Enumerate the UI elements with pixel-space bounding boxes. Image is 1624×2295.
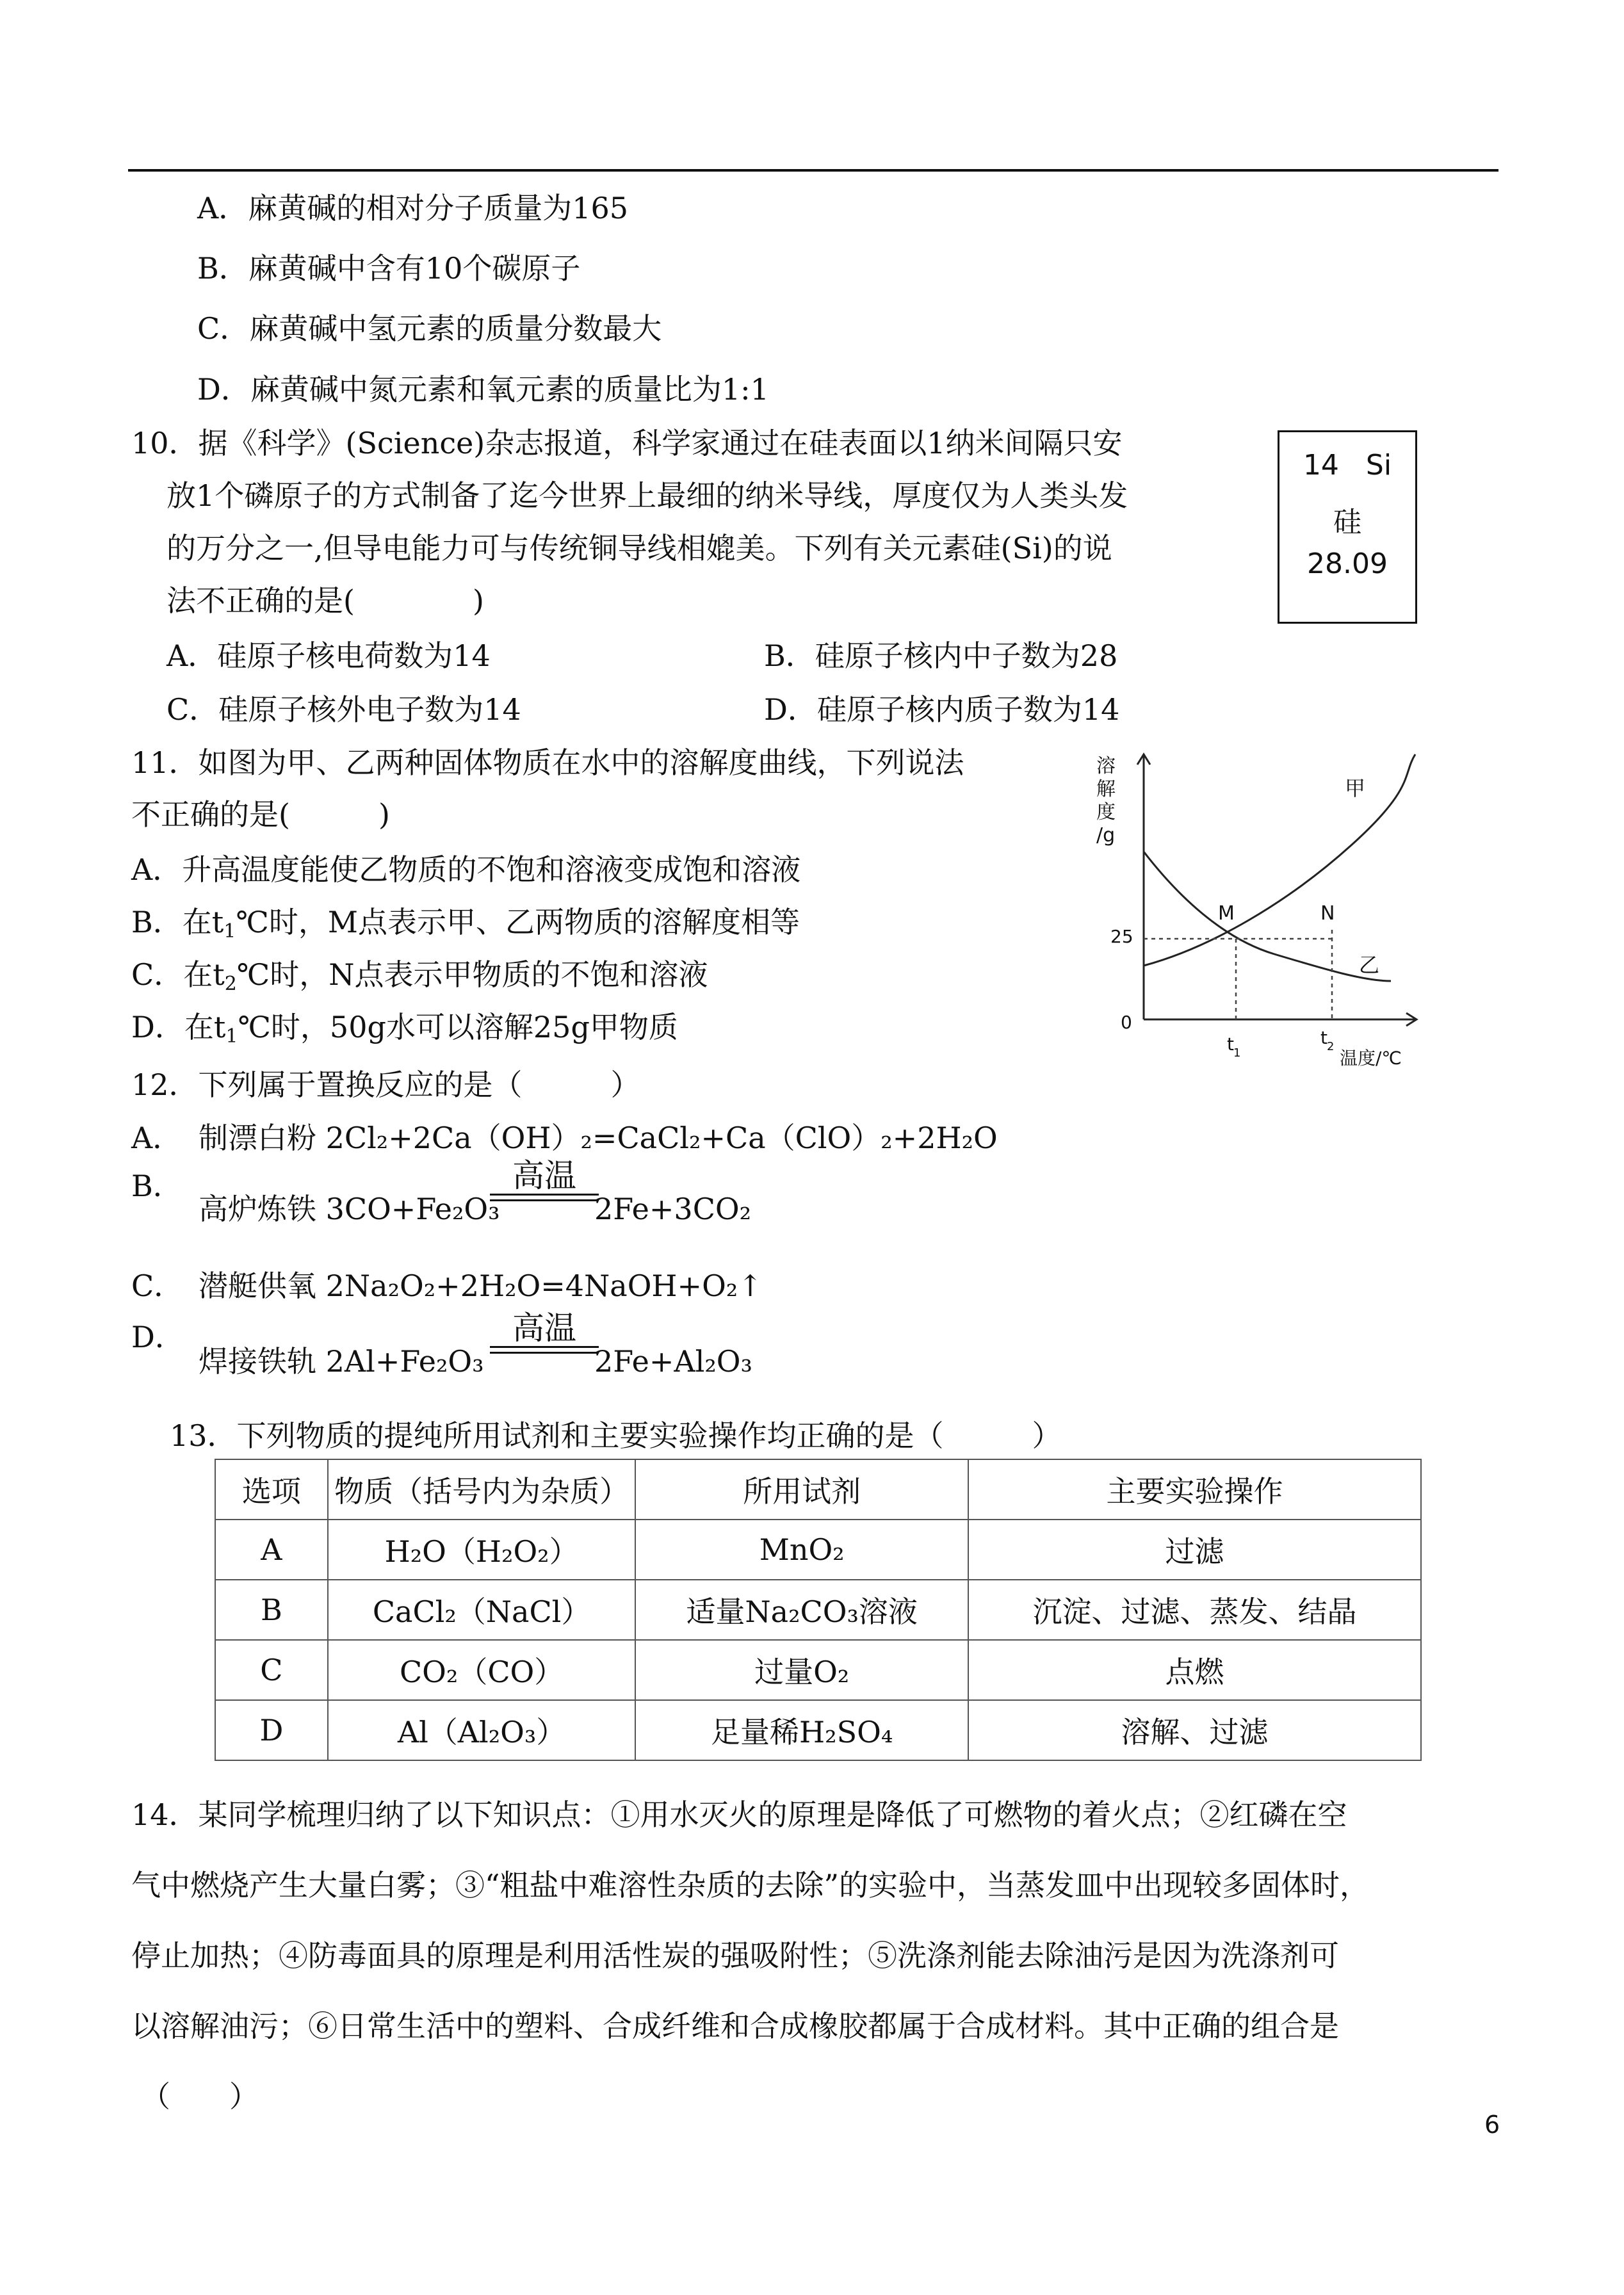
q12-option-d-label: D． bbox=[131, 1320, 184, 1354]
table-row bbox=[215, 1640, 1421, 1700]
q9-option-c: C．麻黄碱中氢元素的质量分数最大 bbox=[197, 311, 662, 346]
q13-table bbox=[215, 1459, 1422, 1761]
q12-option-b-right: 2Fe+3CO₂ bbox=[594, 1192, 752, 1226]
q14-line1: 14．某同学梳理归纳了以下知识点：①用水灭火的原理是降低了可燃物的着火点；②红磷在空 bbox=[131, 1797, 1347, 1832]
table-cell: 沉淀、过滤、蒸发、结晶 bbox=[968, 1580, 1421, 1640]
q12-option-d-left: 焊接铁轨 2Al+Fe₂O₃ bbox=[199, 1344, 484, 1379]
table-cell: 足量稀H₂SO₄ bbox=[635, 1700, 968, 1760]
q11-option-a: A．升高温度能使乙物质的不饱和溶液变成饱和溶液 bbox=[131, 852, 801, 887]
q11-option-c-post: ℃时，N点表示甲物质的不饱和溶液 bbox=[236, 957, 708, 992]
table-cell: 点燃 bbox=[968, 1640, 1421, 1700]
element-mass: 28.09 bbox=[1307, 547, 1388, 580]
q14-line2: 气中燃烧产生大量白雾；③“粗盐中难溶性杂质的去除”的实验中，当蒸发皿中出现较多固体时， bbox=[131, 1868, 1370, 1902]
q14-line4: 以溶解油污；⑥日常生活中的塑料、合成纤维和合成橡胶都属于合成材料。其中正确的组合是 bbox=[131, 2009, 1339, 2043]
table-cell: CO₂（CO） bbox=[328, 1640, 636, 1700]
y-axis-label-3: 度 bbox=[1096, 801, 1116, 823]
q11-option-b bbox=[131, 904, 800, 943]
q11-stem-line1: 11．如图为甲、乙两种固体物质在水中的溶解度曲线，下列说法 bbox=[131, 745, 964, 780]
table-header-cell: 选项 bbox=[215, 1459, 328, 1520]
q12-option-a-label: A． bbox=[131, 1121, 183, 1155]
x-tick-t2: t bbox=[1320, 1027, 1328, 1048]
x-axis-label: 温度/℃ bbox=[1340, 1048, 1402, 1069]
q12-d-equals-bar bbox=[490, 1346, 599, 1354]
element-name: 硅 bbox=[1333, 506, 1361, 539]
q12-b-condition-text: 高温 bbox=[512, 1157, 576, 1194]
element-symbol: Si bbox=[1365, 449, 1392, 482]
q10-option-b: B．硅原子核内中子数为28 bbox=[764, 638, 1118, 673]
q11-option-c bbox=[131, 957, 708, 993]
table-cell: B bbox=[215, 1580, 328, 1640]
table-cell: Al（Al₂O₃） bbox=[328, 1700, 636, 1760]
q11-option-b-sub: 1 bbox=[223, 920, 236, 943]
q10-stem-line4: 法不正确的是( ) bbox=[166, 583, 484, 618]
q11-option-d-post: ℃时，50g水可以溶解25g甲物质 bbox=[238, 1010, 678, 1044]
q11-option-c-pre: C．在t bbox=[131, 957, 225, 992]
x-tick-t1-sub: 1 bbox=[1233, 1046, 1241, 1060]
y-axis-label-2: 解 bbox=[1096, 778, 1116, 800]
q12-stem: 12．下列属于置换反应的是（ ） bbox=[131, 1067, 640, 1102]
element-number-symbol bbox=[1279, 449, 1415, 482]
q10-option-d: D．硅原子核内质子数为14 bbox=[764, 692, 1120, 727]
q10-stem-line1: 10．据《科学》(Science)杂志报道，科学家通过在硅表面以1纳米间隔只安 bbox=[131, 426, 1123, 460]
x-tick-t1: t bbox=[1227, 1034, 1234, 1055]
q13-stem: 13．下列物质的提纯所用试剂和主要实验操作均正确的是（ ） bbox=[170, 1418, 1062, 1453]
y-axis-label-4: /g bbox=[1096, 824, 1116, 847]
q11-option-d-pre: D．在t bbox=[131, 1010, 226, 1044]
header-rule bbox=[128, 169, 1498, 172]
q12-option-a-text: 制漂白粉 2Cl₂+2Ca（OH）₂=CaCl₂+Ca（ClO）₂+2H₂O bbox=[199, 1121, 998, 1155]
q12-d-condition-text: 高温 bbox=[512, 1310, 576, 1347]
page-number: 6 bbox=[1484, 2111, 1500, 2139]
q12-b-condition bbox=[480, 1158, 608, 1201]
q10-stem-line2: 放1个磷原子的方式制备了迄今世界上最细的纳米导线，厚度仅为人类头发 bbox=[166, 478, 1128, 513]
table-cell: 过滤 bbox=[968, 1520, 1421, 1580]
q12-option-c-label: C． bbox=[131, 1269, 184, 1303]
point-n-label: N bbox=[1320, 902, 1335, 925]
q11-stem-line2: 不正确的是( ) bbox=[131, 797, 390, 832]
q9-option-d: D．麻黄碱中氮元素和氧元素的质量比为1:1 bbox=[197, 372, 769, 407]
table-row bbox=[215, 1520, 1421, 1580]
table-cell: C bbox=[215, 1640, 328, 1700]
q12-option-b-label: B． bbox=[131, 1169, 183, 1203]
table-cell: 适量Na₂CO₃溶液 bbox=[635, 1580, 968, 1640]
q11-option-d bbox=[131, 1009, 678, 1048]
q10-option-a: A．硅原子核电荷数为14 bbox=[166, 638, 491, 673]
table-cell: 过量O₂ bbox=[635, 1640, 968, 1700]
table-header-cell: 主要实验操作 bbox=[968, 1459, 1421, 1520]
curve-yi bbox=[1144, 852, 1391, 981]
q12-option-d-right: 2Fe+Al₂O₃ bbox=[594, 1344, 752, 1379]
solubility-curve-diagram bbox=[1082, 749, 1441, 1082]
table-header-cell: 物质（括号内为杂质） bbox=[328, 1459, 636, 1520]
origin-label: 0 bbox=[1121, 1012, 1132, 1033]
point-m-label: M bbox=[1218, 902, 1235, 925]
q10-option-c: C．硅原子核外电子数为14 bbox=[166, 692, 521, 727]
q9-option-a: A．麻黄碱的相对分子质量为165 bbox=[197, 191, 629, 225]
q14-line5: （ ） bbox=[141, 2079, 259, 2114]
y-axis-label-1: 溶 bbox=[1096, 755, 1116, 777]
q12-d-condition bbox=[480, 1310, 608, 1354]
q11-option-b-post: ℃时，M点表示甲、乙两物质的溶解度相等 bbox=[236, 905, 800, 939]
table-cell: H₂O（H₂O₂） bbox=[328, 1520, 636, 1580]
table-cell: A bbox=[215, 1520, 328, 1580]
table-cell: D bbox=[215, 1700, 328, 1760]
q11-option-d-sub: 1 bbox=[225, 1025, 238, 1048]
table-row bbox=[215, 1580, 1421, 1640]
table-cell: CaCl₂（NaCl） bbox=[328, 1580, 636, 1640]
element-number: 14 bbox=[1303, 449, 1339, 482]
q12-option-b-left: 高炉炼铁 3CO+Fe₂O₃ bbox=[199, 1192, 500, 1226]
q10-stem-line3: 的万分之一,但导电能力可与传统铜导线相媲美。下列有关元素硅(Si)的说 bbox=[166, 531, 1112, 565]
x-tick-t2-sub: 2 bbox=[1327, 1040, 1335, 1053]
q12-b-equals-bar bbox=[490, 1194, 599, 1201]
curve-jia bbox=[1144, 754, 1415, 966]
q9-option-b: B．麻黄碱中含有10个碳原子 bbox=[197, 251, 581, 286]
q12-option-c-text: 潜艇供氧 2Na₂O₂+2H₂O=4NaOH+O₂↑ bbox=[199, 1269, 763, 1303]
periodic-element-card bbox=[1278, 430, 1417, 624]
q11-option-c-sub: 2 bbox=[224, 973, 237, 995]
series-yi-label: 乙 bbox=[1359, 953, 1380, 977]
q11-option-b-pre: B．在t bbox=[131, 905, 224, 939]
table-cell: 溶解、过滤 bbox=[968, 1700, 1421, 1760]
table-cell: MnO₂ bbox=[635, 1520, 968, 1580]
series-jia-label: 甲 bbox=[1345, 776, 1366, 800]
y-tick-25: 25 bbox=[1110, 926, 1133, 947]
q14-line3: 停止加热；④防毒面具的原理是利用活性炭的强吸附性；⑤洗涤剂能去除油污是因为洗涤剂可 bbox=[131, 1938, 1339, 1973]
table-header-row bbox=[215, 1459, 1421, 1520]
table-row bbox=[215, 1700, 1421, 1760]
table-header-cell: 所用试剂 bbox=[635, 1459, 968, 1520]
